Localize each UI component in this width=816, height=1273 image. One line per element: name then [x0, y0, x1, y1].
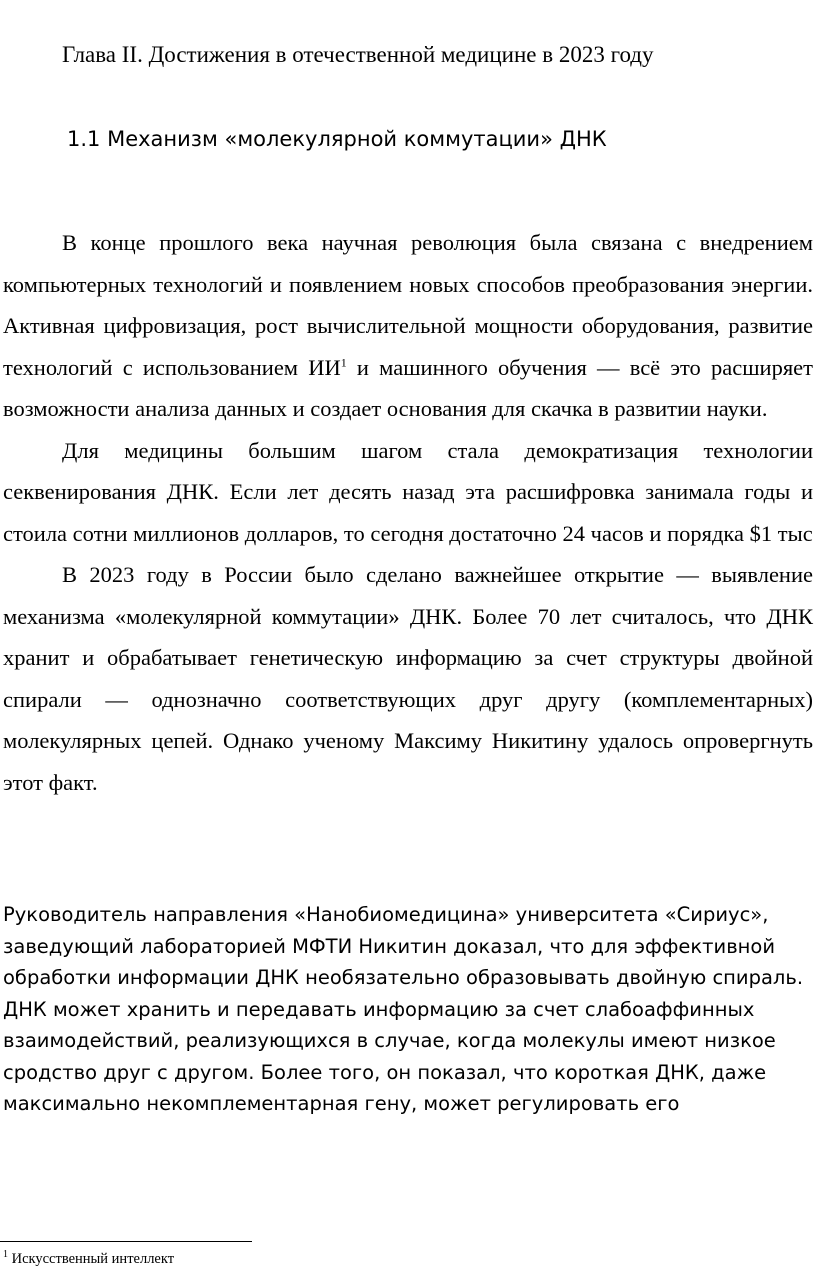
chapter-title: Глава II. Достижения в отечественной медицине в 2023 году — [62, 42, 654, 67]
paragraph-4: Руководитель направления «Нанобиомедицина» университета «Сириус», заведующий лабораторией МФТИ Никитин доказал, что для эффективной обработки информации ДНК необязательно образовывать двойную спираль. ДНК может хранить и передавать информацию за счет слабоаффинных взаимодействий, реализующихся в случае, когда молекулы имеют низкое сродство друг с другом. Более того, он показал, что короткая ДНК, даже максимально некомплементарная гену, может регулировать его — [3, 903, 804, 1115]
paragraph-1-text: В конце прошлого века научная революция была связана с внедрением компьютерных технологий и появлением новых способов преобразования энергии. Активная цифровизация, рост вычислительной мощности оборудования, развитие технологий с использованием ИИ — [3, 230, 813, 380]
body-text — [3, 222, 813, 803]
paragraph-1 — [3, 222, 813, 430]
paragraph-3: В 2023 году в России было сделано важнейшее открытие — выявление механизма «молекулярной коммутации» ДНК. Более 70 лет считалось, что ДНК хранит и обрабатывает генетическую информацию за счет структуры двойной спирали — однозначно соответствующих друг другу (комплементарных) молекулярных цепей. Однако ученому Максиму Никитину удалось опровергнуть этот факт. — [3, 562, 813, 795]
footnote-text: Искусственный интеллект — [8, 1251, 175, 1267]
footnote-divider — [0, 1241, 252, 1242]
paragraph-1-text-continued: и машинного обучения — всё это расширяет возможности анализа данных и создает основания для скачка в развитии науки. — [3, 354, 813, 421]
paragraph-2: Для медицины большим шагом стала демократизация технологии секвенирования ДНК. Если лет десять назад эта расшифровка занимала годы и стоила сотни миллионов долларов, то сегодня достаточно 24 часов и порядка $1 тыс — [3, 437, 813, 546]
footnote-reference: 1 — [340, 355, 347, 369]
section-title: 1.1 Механизм «молекулярной коммутации» ДНК — [67, 127, 607, 151]
footnote — [3, 1251, 174, 1268]
footnote-number: 1 — [3, 1249, 8, 1261]
